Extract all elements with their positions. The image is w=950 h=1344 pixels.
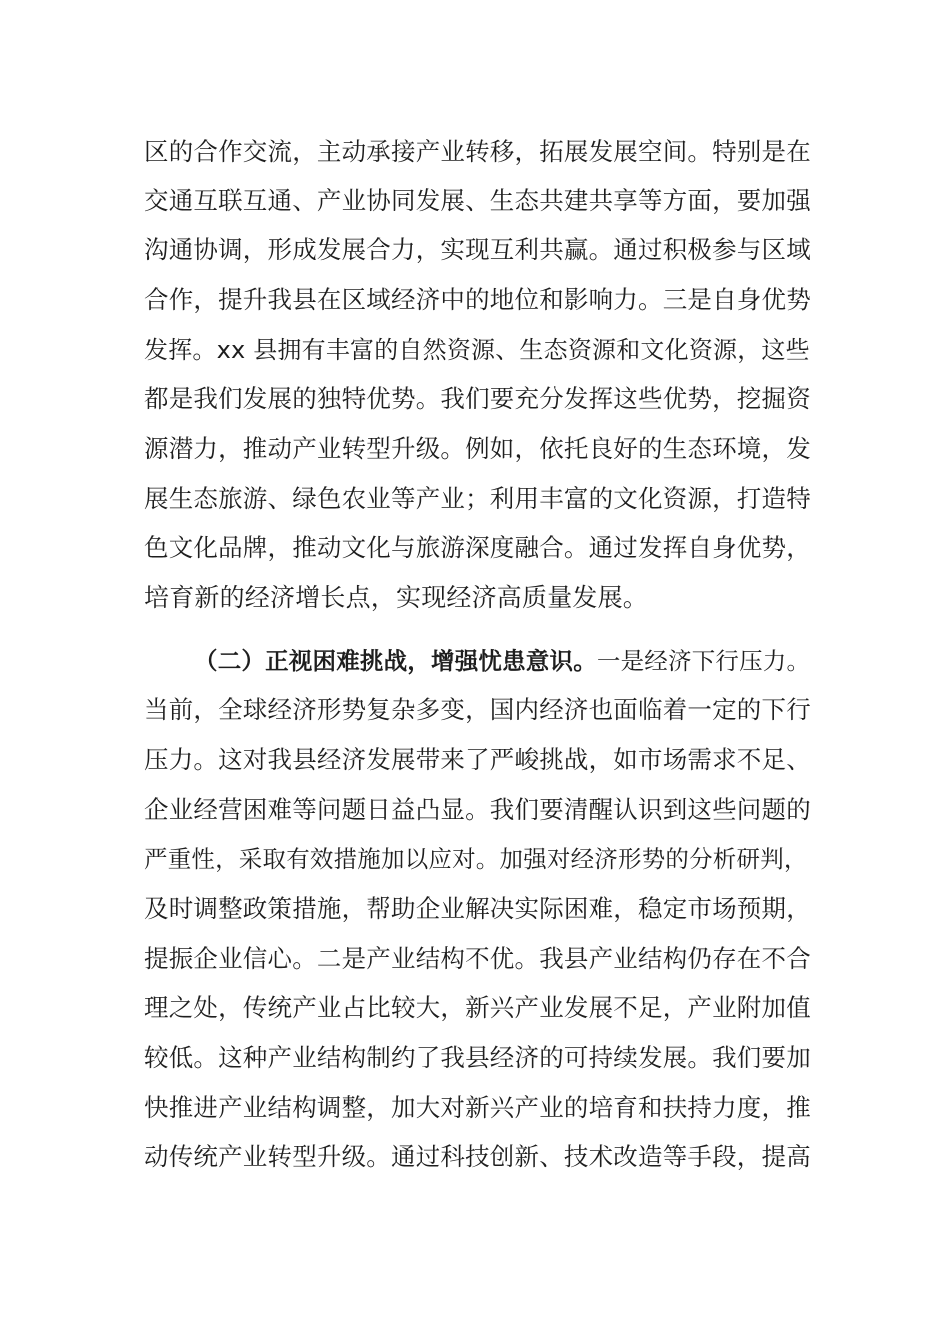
text-line: 交通互联互通、产业协同发展、生态共建共享等方面，要加强 <box>144 186 811 215</box>
text-line: 动传统产业转型升级。通过科技创新、技术改造等手段，提高 <box>144 1142 811 1171</box>
heading-line-rest: 一是经济下行压力。 <box>596 647 811 675</box>
text-line: 提振企业信心。二是产业结构不优。我县产业结构仍存在不合 <box>144 944 811 973</box>
text-line: 发挥。xx 县拥有丰富的自然资源、生态资源和文化资源，这些 <box>144 336 810 364</box>
text-line: 源潜力，推动产业转型升级。例如，依托良好的生态环境，发 <box>144 434 811 463</box>
text-line: 及时调整政策措施，帮助企业解决实际困难，稳定市场预期， <box>144 894 811 923</box>
section-heading: （二）正视困难挑战，增强忧患意识。 <box>194 647 597 675</box>
text-line: 压力。这对我县经济发展带来了严峻挑战，如市场需求不足、 <box>144 745 811 774</box>
text-line: 合作，提升我县在区域经济中的地位和影响力。三是自身优势 <box>144 285 811 314</box>
text-line: 快推进产业结构调整，加大对新兴产业的培育和扶持力度，推 <box>144 1093 811 1122</box>
text-line: 严重性，采取有效措施加以应对。加强对经济形势的分析研判， <box>144 845 808 873</box>
text-line-first <box>194 641 814 681</box>
text-line: 区的合作交流，主动承接产业转移，拓展发展空间。特别是在 <box>144 137 811 166</box>
text-line: 培育新的经济增长点，实现经济高质量发展。 <box>144 583 649 612</box>
text-line: 较低。这种产业结构制约了我县经济的可持续发展。我们要加 <box>144 1043 811 1072</box>
text-line: 沟通协调，形成发展合力，实现互利共赢。通过积极参与区域 <box>144 235 811 264</box>
text-line: 色文化品牌，推动文化与旅游深度融合。通过发挥自身优势， <box>144 533 811 562</box>
text-line: 理之处，传统产业占比较大，新兴产业发展不足，产业附加值 <box>144 993 811 1022</box>
text-line: 企业经营困难等问题日益凸显。我们要清醒认识到这些问题的 <box>144 795 811 824</box>
text-line: 展生态旅游、绿色农业等产业；利用丰富的文化资源，打造特 <box>144 484 811 513</box>
text-line: 都是我们发展的独特优势。我们要充分发挥这些优势，挖掘资 <box>144 384 811 413</box>
text-line: 当前，全球经济形势复杂多变，国内经济也面临着一定的下行 <box>144 695 811 724</box>
